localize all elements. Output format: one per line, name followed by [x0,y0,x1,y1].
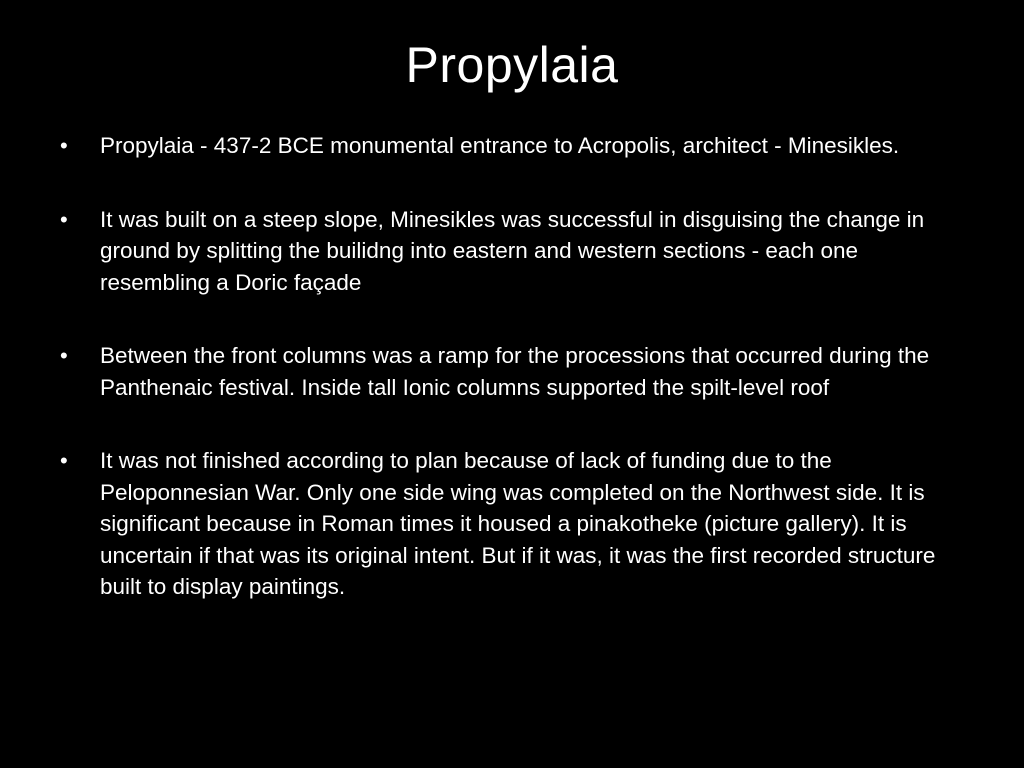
bullet-text: It was built on a steep slope, Minesikles was successful in disguising the change in ground by splitting the builidng into eastern and western sections - each one resembling a Doric façade [100,206,925,295]
bullet-icon: • [60,133,68,158]
bullet-text: It was not finished according to plan because of lack of funding due to the Peloponnesian War. Only one side wing was completed on the Northwest side. It is significant because in Roman times it housed a pinakotheke (picture gallery). It is uncertain if that was its original intent. But if it was, it was the first recorded structure built to display paintings. [100,448,936,599]
bullet-item [60,445,970,603]
bullet-list [60,130,970,603]
bullet-icon: • [60,343,68,368]
bullet-item [60,204,970,299]
bullet-item [60,130,970,162]
bullet-item [60,340,970,403]
slide-title: Propylaia [405,37,619,93]
bullet-text: Between the front columns was a ramp for the processions that occurred during the Panthenaic festival. Inside tall Ionic columns supported the spilt-level roof [100,343,930,400]
bullet-text: Propylaia - 437-2 BCE monumental entrance to Acropolis, architect - Minesikles. [100,133,900,158]
bullet-icon: • [60,206,68,232]
bullet-icon: • [60,448,68,473]
